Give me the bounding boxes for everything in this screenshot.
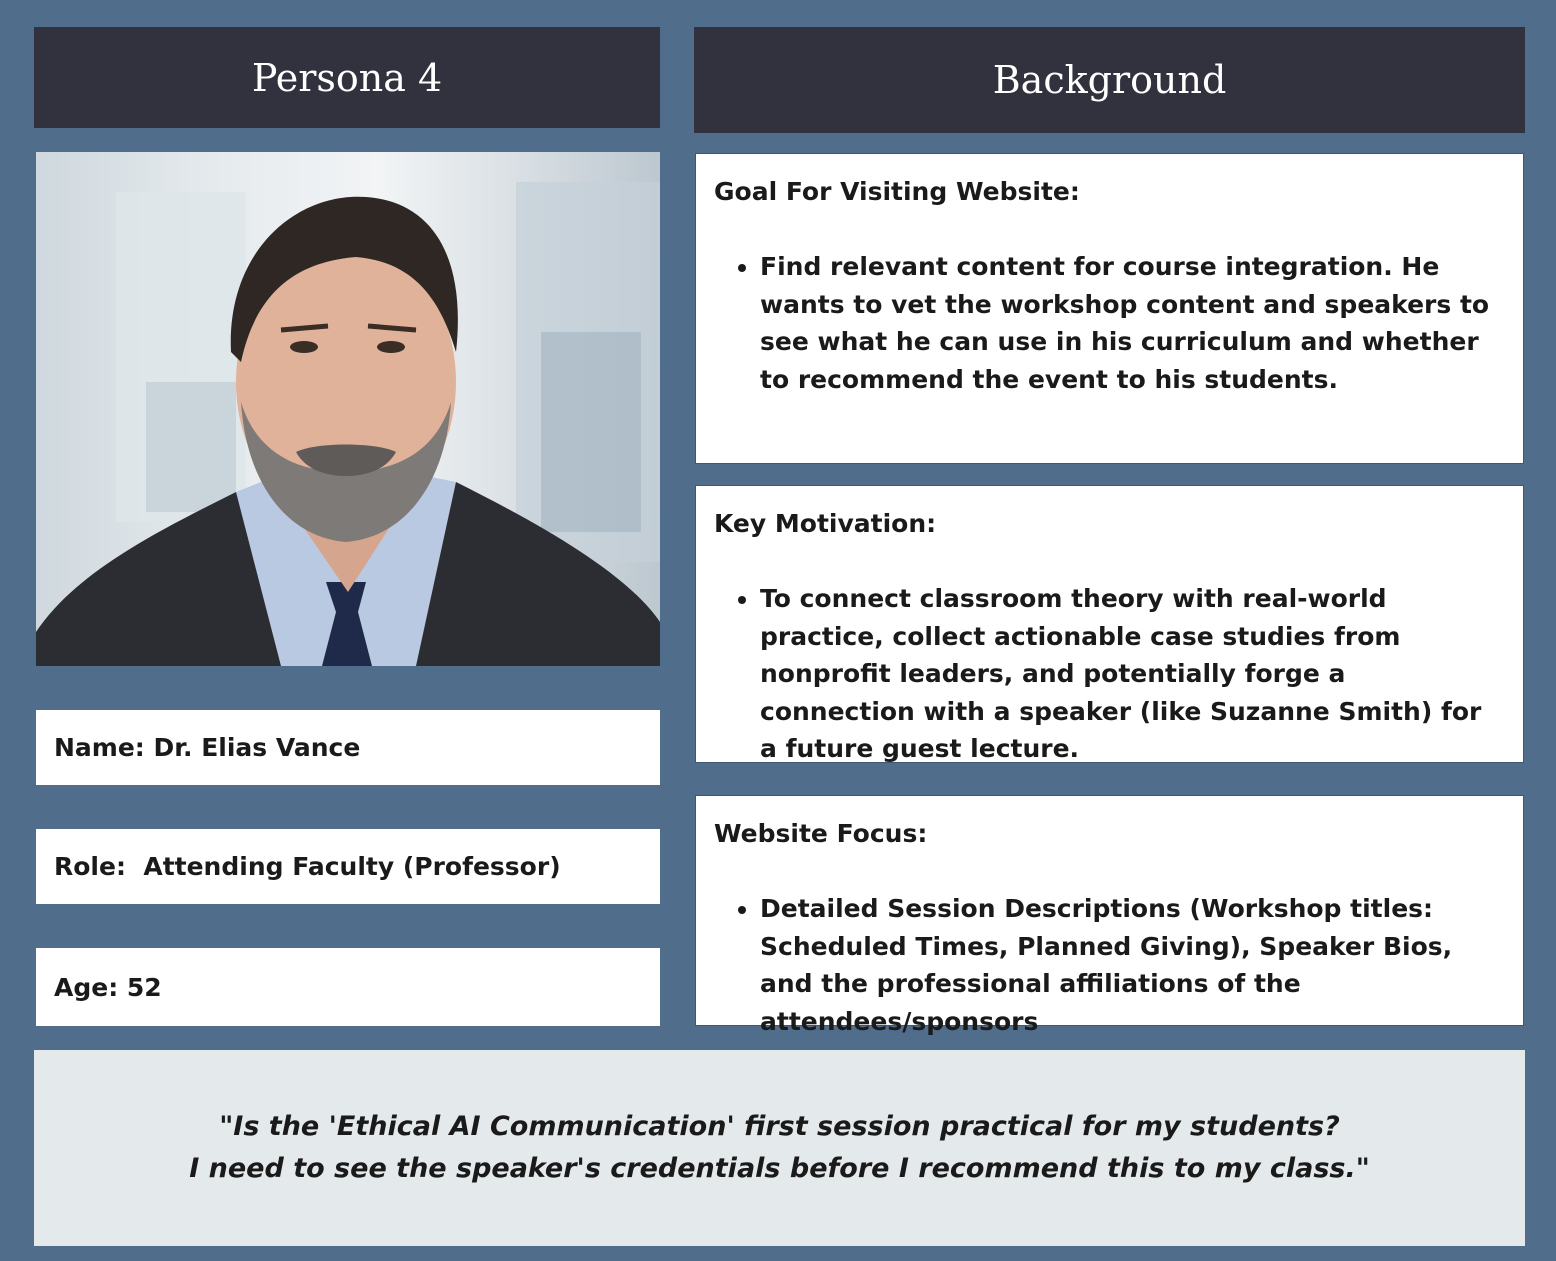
focus-heading: Website Focus: bbox=[714, 819, 928, 848]
motivation-panel bbox=[695, 485, 1524, 763]
persona-quote bbox=[34, 1050, 1525, 1246]
goal-heading: Goal For Visiting Website: bbox=[714, 177, 1080, 206]
motivation-heading: Key Motivation: bbox=[714, 509, 937, 538]
focus-panel bbox=[695, 795, 1524, 1036]
goal-item: • Find relevant content for course integration. He wants to vet the workshop content and speakers to see what he can use in his curriculum and whether to recommend the event to his students. bbox=[760, 248, 1499, 398]
quote-line-1: "Is the 'Ethical AI Communication' first session practical for my students? bbox=[219, 1111, 1340, 1142]
focus-item: • Detailed Session Descriptions (Workshop titles: Scheduled Times, Planned Giving), Speaker Bios, and the professional affiliations of the attendees/sponsors bbox=[760, 890, 1499, 1040]
persona-photo bbox=[36, 152, 660, 666]
persona-role: Role: Attending Faculty (Professor) bbox=[36, 829, 660, 904]
portrait-photo-icon bbox=[36, 152, 660, 666]
persona-title: Persona 4 bbox=[34, 27, 660, 128]
goal-list bbox=[714, 248, 1499, 398]
motivation-item: • To connect classroom theory with real-world practice, collect actionable case studies from nonprofit leaders, and potentially forge a connection with a speaker (like Suzanne Smith) for a future guest lecture. bbox=[760, 580, 1499, 768]
focus-list bbox=[714, 890, 1499, 1040]
persona-name: Name: Dr. Elias Vance bbox=[36, 710, 660, 785]
motivation-list bbox=[714, 580, 1499, 768]
background-title: Background bbox=[694, 27, 1525, 133]
persona-age: Age: 52 bbox=[36, 948, 660, 1026]
quote-line-2: I need to see the speaker's credentials before I recommend this to my class." bbox=[189, 1153, 1370, 1184]
goal-panel bbox=[695, 153, 1524, 464]
